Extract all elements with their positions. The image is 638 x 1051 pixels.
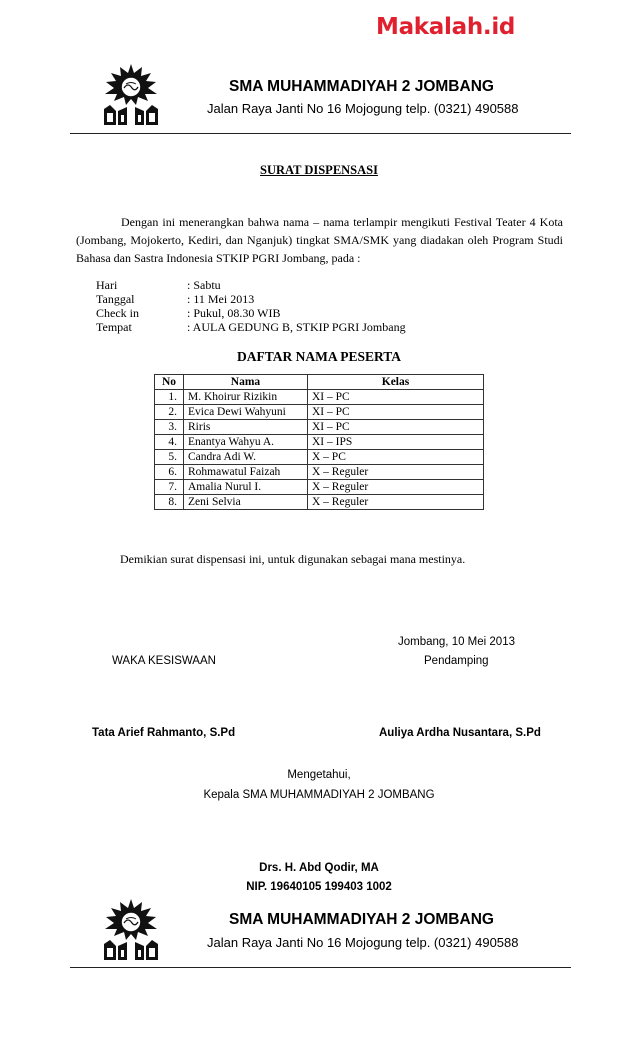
- footer-school-address: Jalan Raya Janti No 16 Mojogung telp. (0321) 490588: [207, 935, 519, 950]
- principal-nip: NIP. 19640105 199403 1002: [246, 881, 392, 893]
- footer-school-name: SMA MUHAMMADIYAH 2 JOMBANG: [229, 911, 494, 928]
- muhammadiyah-logo-icon: [98, 63, 164, 129]
- participants-title: DAFTAR NAMA PESERTA: [236, 349, 402, 364]
- table-row: [155, 420, 484, 435]
- cell-class: XI – PC: [308, 390, 484, 405]
- detail-value-hari: : Sabtu: [187, 278, 221, 292]
- cell-no: 7.: [155, 480, 184, 495]
- table-row: [155, 390, 484, 405]
- cell-no: 3.: [155, 420, 184, 435]
- principal-name: Drs. H. Abd Qodir, MA: [259, 862, 379, 874]
- participants-table: [154, 374, 484, 510]
- acknowledged-label: Mengetahui,: [287, 769, 351, 781]
- cell-name: Evica Dewi Wahyuni: [184, 405, 308, 420]
- detail-value-tanggal: : 11 Mei 2013: [187, 292, 255, 306]
- cell-no: 1.: [155, 390, 184, 405]
- place-date: Jombang, 10 Mei 2013: [398, 636, 515, 648]
- school-address: Jalan Raya Janti No 16 Mojogung telp. (0321) 490588: [207, 101, 519, 116]
- cell-name: Amalia Nurul I.: [184, 480, 308, 495]
- table-row: [155, 435, 484, 450]
- detail-label-tempat: Tempat: [96, 320, 132, 334]
- cell-no: 6.: [155, 465, 184, 480]
- left-signatory-role: WAKA KESISWAAN: [112, 655, 216, 667]
- detail-label-tanggal: Tanggal: [96, 292, 135, 306]
- table-row: [155, 495, 484, 510]
- cell-name: Riris: [184, 420, 308, 435]
- cell-no: 5.: [155, 450, 184, 465]
- cell-class: XI – IPS: [308, 435, 484, 450]
- cell-name: Candra Adi W.: [184, 450, 308, 465]
- cell-name: M. Khoirur Rizikin: [184, 390, 308, 405]
- detail-value-tempat: : AULA GEDUNG B, STKIP PGRI Jombang: [187, 320, 406, 334]
- table-row: [155, 480, 484, 495]
- table-row: [155, 465, 484, 480]
- cell-name: Enantya Wahyu A.: [184, 435, 308, 450]
- muhammadiyah-logo-icon: [98, 898, 164, 964]
- cell-name: Zeni Selvia: [184, 495, 308, 510]
- detail-value-checkin: : Pukul, 08.30 WIB: [187, 306, 281, 320]
- cell-class: X – Reguler: [308, 480, 484, 495]
- cell-no: 2.: [155, 405, 184, 420]
- cell-class: X – Reguler: [308, 495, 484, 510]
- cell-no: 4.: [155, 435, 184, 450]
- column-header-no: No: [155, 375, 184, 390]
- letter-title: SURAT DISPENSASI: [260, 163, 378, 177]
- closing-statement: Demikian surat dispensasi ini, untuk digunakan sebagai mana mestinya.: [120, 552, 466, 566]
- cell-name: Rohmawatul Faizah: [184, 465, 308, 480]
- cell-class: X – PC: [308, 450, 484, 465]
- table-row: [155, 450, 484, 465]
- cell-class: XI – PC: [308, 420, 484, 435]
- body-paragraph: [76, 213, 563, 267]
- cell-no: 8.: [155, 495, 184, 510]
- left-signatory-name: Tata Arief Rahmanto, S.Pd: [92, 727, 236, 739]
- cell-class: XI – PC: [308, 405, 484, 420]
- principal-role: Kepala SMA MUHAMMADIYAH 2 JOMBANG: [203, 789, 435, 801]
- watermark-brand: Makalah.id: [376, 14, 516, 40]
- cell-class: X – Reguler: [308, 465, 484, 480]
- body-text: Dengan ini menerangkan bahwa nama – nama terlampir mengikuti Festival Teater 4 Kota (Jombang, Mojokerto, Kediri, dan Nganjuk) tingkat SMA/SMK yang diadakan oleh Program Studi Bahasa dan Sastra Indonesia STKIP PGRI Jombang, pada :: [76, 215, 563, 265]
- table-header-row: [155, 375, 484, 390]
- school-name: SMA MUHAMMADIYAH 2 JOMBANG: [229, 78, 494, 95]
- right-signatory-name: Auliya Ardha Nusantara, S.Pd: [379, 727, 541, 739]
- footer-divider: [70, 967, 571, 968]
- table-row: [155, 405, 484, 420]
- right-signatory-role: Pendamping: [424, 655, 489, 667]
- detail-label-checkin: Check in: [96, 306, 139, 320]
- column-header-kelas: Kelas: [308, 375, 484, 390]
- column-header-nama: Nama: [184, 375, 308, 390]
- detail-label-hari: Hari: [96, 278, 118, 292]
- letterhead-divider: [70, 133, 571, 134]
